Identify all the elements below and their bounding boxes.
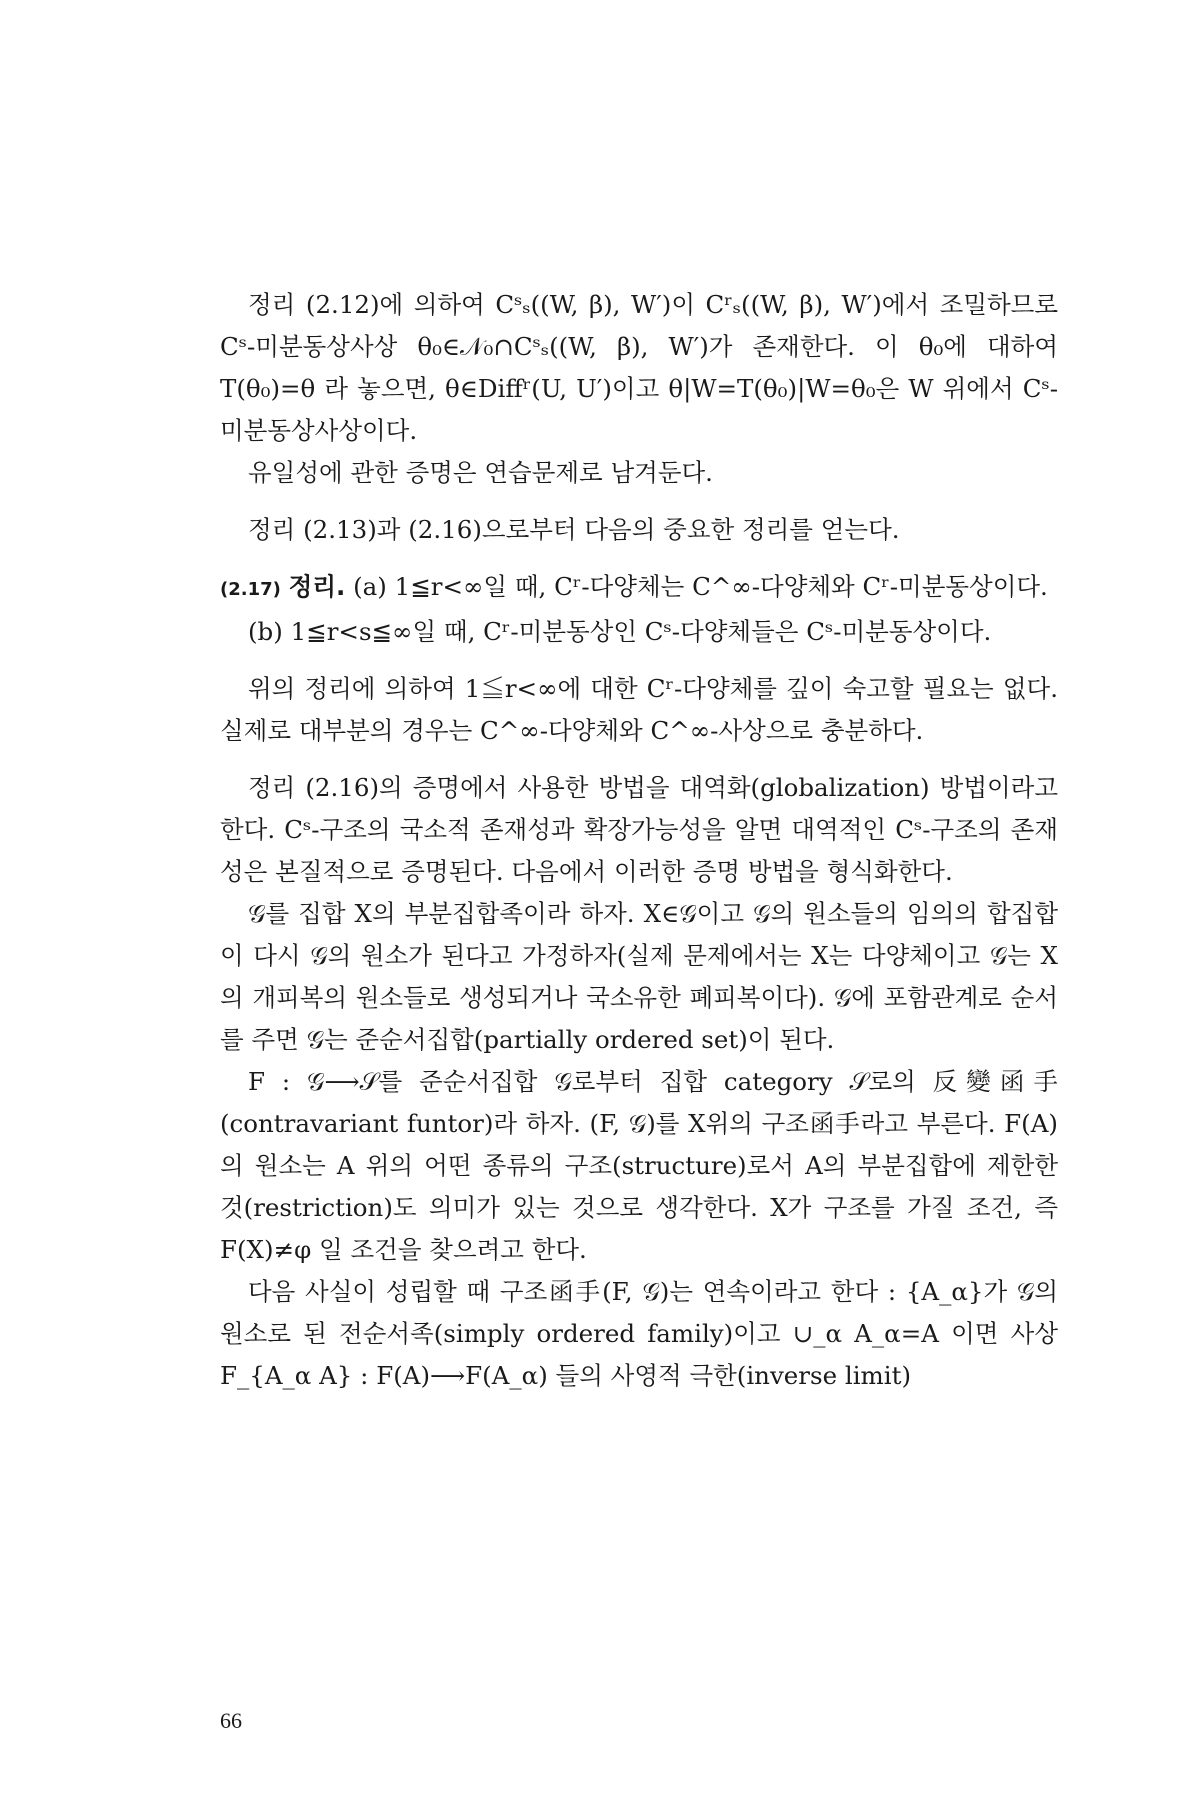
- paragraph: 다음 사실이 성립할 때 구조函手(F, 𝒢)는 연속이라고 한다 : {A_α}가 𝒢의 원소로 된 전순서족(simply ordered family)이고 ∪_α A_α=A 이면 사상 F_{A_α A} : F(A)⟶F(A_α) 들의 사영적 극한(inverse limit): [220, 1277, 1058, 1390]
- theorem-2-17: [220, 566, 1058, 611]
- theorem-part-b: (b) 1≦r<s≦∞일 때, Cʳ-미분동상인 Cˢ-다양체들은 Cˢ-미분동상이다.: [248, 617, 992, 646]
- body-text: [220, 284, 1058, 1397]
- theorem-part-a: (a) 1≦r<∞일 때, Cʳ-다양체는 C^∞-다양체와 Cʳ-미분동상이다.: [353, 572, 1048, 601]
- page-number: 66: [220, 1708, 242, 1733]
- paragraph: 정리 (2.12)에 의하여 Cˢₛ((W, β), W′)이 Cʳₛ((W, β), W′)에서 조밀하므로 Cˢ-미분동상사상 θ₀∈𝒩₀∩Cˢₛ((W, β), W′)가 존재한다. 이 θ₀에 대하여 T(θ₀)=θ 라 놓으면, θ∈Diffʳ(U, U′)이고 θ|W=T(θ₀)|W=θ₀은 W 위에서 Cˢ-미분동상사상이다.: [220, 290, 1058, 445]
- paragraph: 유일성에 관한 증명은 연습문제로 남겨둔다.: [248, 458, 713, 487]
- paragraph: F : 𝒢⟶𝒮를 준순서집합 𝒢로부터 집합 category 𝒮로의 反變函手(contravariant funtor)라 하자. (F, 𝒢)를 X위의 구조函手라고 부른다. F(A)의 원소는 A 위의 어떤 종류의 구조(structure)로서 A의 부분집합에 제한한 것(restriction)도 의미가 있는 것으로 생각한다. X가 구조를 가질 조건, 즉 F(X)≠φ 일 조건을 찾으려고 한다.: [220, 1067, 1058, 1264]
- paragraph: 위의 정리에 의하여 1≦r<∞에 대한 Cʳ-다양체를 깊이 숙고할 필요는 없다. 실제로 대부분의 경우는 C^∞-다양체와 C^∞-사상으로 충분하다.: [220, 674, 1058, 745]
- paragraph: 𝒢를 집합 X의 부분집합족이라 하자. X∈𝒢이고 𝒢의 원소들의 임의의 합집합이 다시 𝒢의 원소가 된다고 가정하자(실제 문제에서는 X는 다양체이고 𝒢는 X의 개피복의 원소들로 생성되거나 국소유한 폐피복이다). 𝒢에 포함관계로 순서를 주면 𝒢는 준순서집합(partially ordered set)이 된다.: [220, 899, 1058, 1054]
- paragraph: 정리 (2.13)과 (2.16)으로부터 다음의 중요한 정리를 얻는다.: [248, 515, 900, 544]
- paragraph: 정리 (2.16)의 증명에서 사용한 방법을 대역화(globalization) 방법이라고 한다. Cˢ-구조의 국소적 존재성과 확장가능성을 알면 대역적인 Cˢ-구조의 존재성은 본질적으로 증명된다. 다음에서 이러한 증명 방법을 형식화한다.: [220, 773, 1058, 886]
- theorem-number: (2.17): [220, 579, 281, 600]
- theorem-label: 정리.: [288, 572, 346, 601]
